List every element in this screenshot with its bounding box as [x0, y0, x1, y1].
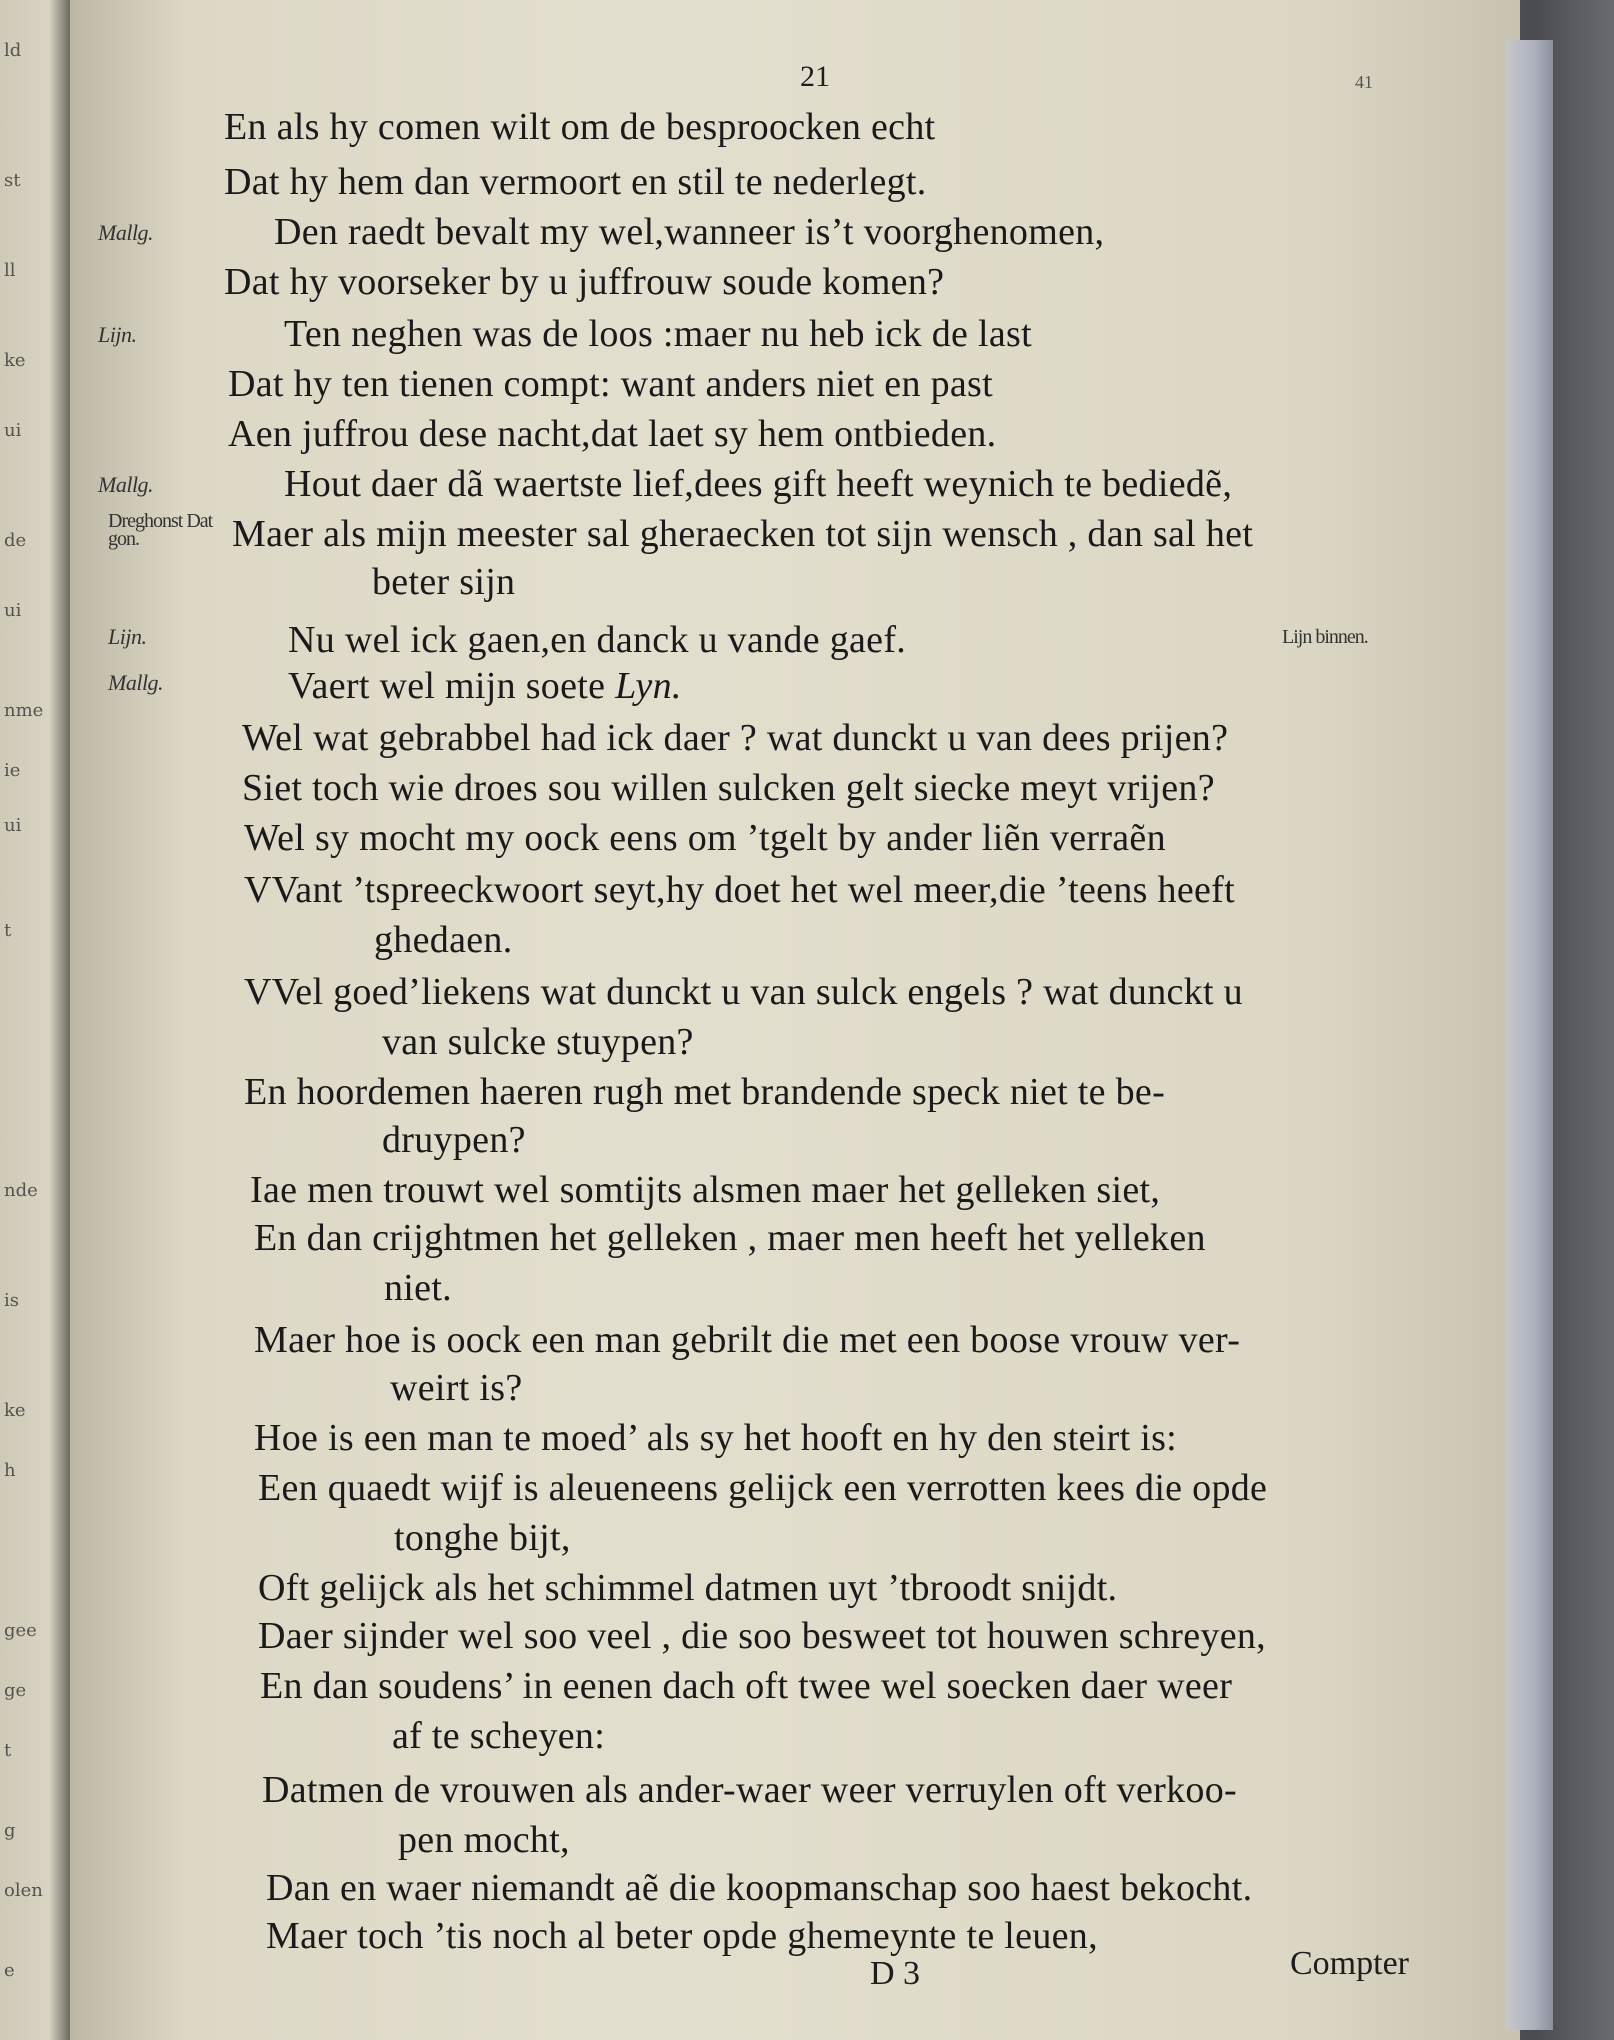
speaker-label: Mallg. [98, 472, 154, 497]
text-line: Ten neghen was de loos :maer nu heb ick de last [284, 313, 1032, 355]
text-line: En hoordemen haeren rugh met brandende speck niet te be- [244, 1071, 1166, 1113]
speaker-label: Mallg. [98, 220, 154, 245]
left-page-fragment: t [4, 920, 12, 941]
text-line: Aen juffrou dese nacht,dat laet sy hem ontbieden. [228, 413, 997, 455]
text-line: Den raedt bevalt my wel,wanneer is’t voorghenomen, [274, 211, 1105, 253]
text-line: van sulcke stuypen? [382, 1021, 694, 1063]
text-line: tonghe bijt, [394, 1517, 571, 1559]
left-page-fragment: ld [4, 40, 22, 61]
text-line: Dat hy ten tienen compt: want anders niet en past [228, 363, 993, 405]
left-page-fragment: ke [4, 1400, 26, 1421]
speaker-label: Mallg. [108, 670, 164, 695]
text-line: druypen? [382, 1119, 526, 1161]
page-number: 21 [800, 60, 830, 93]
text-line: Datmen de vrouwen als ander-waer weer verruylen oft verkoo- [262, 1769, 1237, 1811]
text-line: Dat hy hem dan vermoort en stil te nederlegt. [224, 161, 927, 203]
text-line: weirt is? [390, 1367, 523, 1409]
text-line: En dan crijghtmen het gelleken , maer men heeft het yelleken [254, 1217, 1206, 1259]
left-page-fragment: ie [4, 760, 21, 781]
left-page-fragment: gee [4, 1620, 37, 1641]
left-page-fragment: ui [4, 420, 22, 441]
corner-mark: 41 [1355, 72, 1373, 92]
left-page-fragment: nme [4, 700, 44, 721]
page-stack-edge [1505, 40, 1553, 2030]
left-page-fragment: ll [4, 260, 16, 281]
text-line: En dan soudens’ in eenen dach oft twee wel soecken daer weer [260, 1665, 1233, 1707]
left-page-fragment: h [4, 1460, 16, 1481]
left-page-fragment: ge [4, 1680, 27, 1701]
text-line: VVant ’tspreeckwoort seyt,hy doet het wel meer,die ’teens heeft [244, 869, 1235, 911]
text-line: Maer als mijn meester sal gheraecken tot sijn wensch , dan sal het [232, 513, 1254, 555]
text-line: Siet toch wie droes sou willen sulcken gelt siecke meyt vrijen? [242, 767, 1215, 809]
left-page-fragment: t [4, 1740, 12, 1761]
text-line: pen mocht, [398, 1819, 570, 1861]
left-page-fragment: g [4, 1820, 16, 1841]
stage-direction: Dreghonst Dat gon. [108, 510, 213, 550]
text-line: Dan en waer niemandt aẽ die koopmanschap soo haest bekocht. [266, 1867, 1253, 1909]
text-line: En als hy comen wilt om de besproocken echt [224, 106, 936, 148]
text-line: Nu wel ick gaen,en danck u vande gaef. [288, 619, 907, 661]
text-line: niet. [384, 1267, 452, 1309]
left-page-fragment: is [4, 1290, 19, 1311]
text-line: Een quaedt wijf is aleueneens gelijck een verrotten kees die opde [258, 1467, 1268, 1509]
speaker-label: Lijn. [108, 624, 147, 649]
text-line: Dat hy voorseker by u juffrouw soude komen? [224, 261, 945, 303]
text-line: Wel wat gebrabbel had ick daer ? wat dunckt u van dees prijen? [242, 717, 1229, 759]
text-line: Wel sy mocht my oock eens om ’tgelt by ander liẽn verraẽn [244, 817, 1166, 859]
text-line: ghedaen. [374, 919, 513, 961]
left-page-fragment: st [4, 170, 21, 191]
text-line: Hout daer dã waertste lief,dees gift heeft weynich te bediedẽ, [284, 463, 1233, 505]
book-page [70, 0, 1520, 2040]
left-page-fragment: de [4, 530, 27, 551]
signature-mark: D 3 [870, 1955, 921, 1992]
text-line: Iae men trouwt wel somtijts alsmen maer het gelleken siet, [250, 1169, 1161, 1211]
left-page-fragment: olen [4, 1880, 43, 1901]
text-line: Maer toch ’tis noch al beter opde ghemeynte te leuen, [266, 1915, 1098, 1957]
left-page-fragment: nde [4, 1180, 38, 1201]
left-page-edge [0, 0, 70, 2040]
text-line: beter sijn [372, 561, 516, 603]
text-line: Daer sijnder wel soo veel , die soo besweet tot houwen schreyen, [258, 1615, 1266, 1657]
speaker-label: Lijn. [98, 322, 137, 347]
text-line: af te scheyen: [392, 1715, 606, 1757]
left-page-fragment: ke [4, 350, 26, 371]
text-line: VVel goed’liekens wat dunckt u van sulck engels ? wat dunckt u [244, 971, 1243, 1013]
text-line: Maer hoe is oock een man gebrilt die met een boose vrouw ver- [254, 1319, 1241, 1361]
stage-direction: Lijn binnen. [1282, 626, 1368, 648]
left-page-fragment: ui [4, 600, 22, 621]
left-page-fragment: e [4, 1960, 15, 1981]
catchword: Compter [1290, 1945, 1409, 1982]
text-line: Oft gelijck als het schimmel datmen uyt ’tbroodt snijdt. [258, 1567, 1118, 1609]
text-line: Vaert wel mijn soete Lyn. [288, 665, 682, 707]
left-page-fragment: ui [4, 815, 22, 836]
text-line: Hoe is een man te moed’ als sy het hooft en hy den steirt is: [254, 1417, 1178, 1459]
